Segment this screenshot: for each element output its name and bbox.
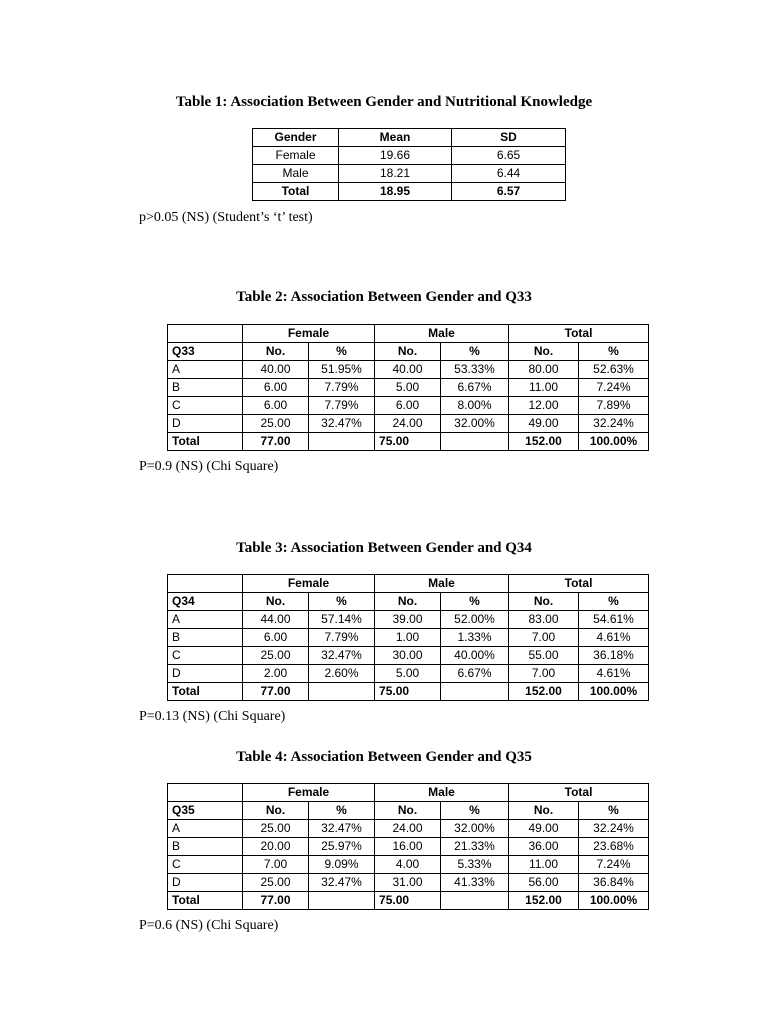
sub-header-row — [168, 593, 649, 611]
table-cell: Total — [168, 683, 243, 701]
table-cell: 6.65 — [452, 147, 566, 165]
table-cell: Total — [168, 892, 243, 910]
table-cell: 18.21 — [339, 165, 452, 183]
table-cell: 32.24% — [579, 415, 649, 433]
table-cell — [309, 683, 375, 701]
table-cell: 75.00 — [375, 683, 441, 701]
table4 — [167, 783, 649, 910]
table-cell: 40.00% — [441, 647, 509, 665]
table-cell: 40.00 — [243, 361, 309, 379]
table-cell: D — [168, 415, 243, 433]
table-cell: Female — [253, 147, 339, 165]
table-total-row — [168, 433, 649, 451]
table-cell: 6.67% — [441, 379, 509, 397]
table-cell: 30.00 — [375, 647, 441, 665]
table-cell: 7.00 — [509, 629, 579, 647]
table-cell: 6.00 — [243, 379, 309, 397]
table-cell: 55.00 — [509, 647, 579, 665]
table-cell: 100.00% — [579, 683, 649, 701]
table2 — [167, 324, 649, 451]
header-cell: Female — [243, 784, 375, 802]
table-cell: 53.33% — [441, 361, 509, 379]
table3 — [167, 574, 649, 701]
table-cell: 32.00% — [441, 820, 509, 838]
header-cell: Total — [509, 575, 649, 593]
table-cell: B — [168, 629, 243, 647]
table-cell: 24.00 — [375, 820, 441, 838]
table-cell: A — [168, 611, 243, 629]
group-header-row — [168, 325, 649, 343]
table-cell: 4.00 — [375, 856, 441, 874]
table-cell — [441, 892, 509, 910]
table-row — [168, 820, 649, 838]
header-cell: Q34 — [168, 593, 243, 611]
table-cell: 36.00 — [509, 838, 579, 856]
table-cell: C — [168, 397, 243, 415]
table-cell: 21.33% — [441, 838, 509, 856]
table-cell: 23.68% — [579, 838, 649, 856]
table-cell: 32.47% — [309, 415, 375, 433]
header-cell: % — [441, 593, 509, 611]
table-cell: 75.00 — [375, 892, 441, 910]
header-cell: % — [309, 593, 375, 611]
header-cell: % — [309, 802, 375, 820]
header-cell: % — [441, 343, 509, 361]
table-cell: A — [168, 820, 243, 838]
table-row — [168, 665, 649, 683]
table-cell: 4.61% — [579, 665, 649, 683]
table-row — [168, 379, 649, 397]
table-cell: 40.00 — [375, 361, 441, 379]
table-total-row — [168, 683, 649, 701]
table-cell: 44.00 — [243, 611, 309, 629]
table-cell: D — [168, 874, 243, 892]
table-cell — [441, 433, 509, 451]
table-cell: 19.66 — [339, 147, 452, 165]
table-cell: 7.24% — [579, 379, 649, 397]
table-cell: 5.00 — [375, 665, 441, 683]
table-cell: 52.63% — [579, 361, 649, 379]
table-cell: 4.61% — [579, 629, 649, 647]
table-row — [168, 361, 649, 379]
header-cell: No. — [243, 343, 309, 361]
table-cell: 52.00% — [441, 611, 509, 629]
table-cell: 6.00 — [243, 629, 309, 647]
table-cell: 11.00 — [509, 856, 579, 874]
header-cell: Total — [509, 784, 649, 802]
table-cell — [441, 683, 509, 701]
table3-caption: Table 3: Association Between Gender and Q34 — [236, 540, 532, 556]
group-header-row — [168, 784, 649, 802]
table-row — [168, 629, 649, 647]
sub-header-row — [168, 802, 649, 820]
table-cell: 51.95% — [309, 361, 375, 379]
header-cell: Female — [243, 325, 375, 343]
header-cell: Male — [375, 784, 509, 802]
table1-caption: Table 1: Association Between Gender and Nutritional Knowledge — [175, 94, 593, 110]
table-cell: 75.00 — [375, 433, 441, 451]
group-header-row — [168, 575, 649, 593]
table-cell: 7.00 — [243, 856, 309, 874]
table-cell: 49.00 — [509, 415, 579, 433]
table-cell: 6.67% — [441, 665, 509, 683]
header-cell: No. — [375, 593, 441, 611]
table4-caption: Table 4: Association Between Gender and Q35 — [236, 749, 532, 765]
table-cell: B — [168, 838, 243, 856]
table-cell: 32.47% — [309, 647, 375, 665]
header-cell: % — [309, 343, 375, 361]
table-cell: 32.47% — [309, 874, 375, 892]
table-cell: 5.33% — [441, 856, 509, 874]
table-row — [168, 838, 649, 856]
header-cell: % — [579, 343, 649, 361]
table-cell: 32.47% — [309, 820, 375, 838]
table3-note: P=0.13 (NS) (Chi Square) — [139, 709, 286, 724]
table-cell: 57.14% — [309, 611, 375, 629]
table-cell: 1.33% — [441, 629, 509, 647]
table-cell: 49.00 — [509, 820, 579, 838]
table-cell: 36.84% — [579, 874, 649, 892]
header-cell: Q35 — [168, 802, 243, 820]
table-row — [168, 415, 649, 433]
table2-caption: Table 2: Association Between Gender and Q33 — [236, 289, 532, 305]
header-cell: Gender — [253, 129, 339, 147]
table-cell: Total — [253, 183, 339, 201]
header-cell: Male — [375, 325, 509, 343]
header-cell: Mean — [339, 129, 452, 147]
table-cell: C — [168, 856, 243, 874]
header-cell: No. — [243, 593, 309, 611]
table-total-row — [168, 892, 649, 910]
table-row — [253, 147, 566, 165]
table-cell: 152.00 — [509, 892, 579, 910]
table-cell: 100.00% — [579, 433, 649, 451]
header-cell: % — [441, 802, 509, 820]
table-cell: A — [168, 361, 243, 379]
table-cell: 152.00 — [509, 433, 579, 451]
table-row — [168, 647, 649, 665]
table-cell: 32.00% — [441, 415, 509, 433]
table-cell: Male — [253, 165, 339, 183]
table-cell: 11.00 — [509, 379, 579, 397]
table2-note: P=0.9 (NS) (Chi Square) — [139, 459, 279, 474]
table-row — [253, 165, 566, 183]
table-cell: 2.60% — [309, 665, 375, 683]
header-cell: % — [579, 802, 649, 820]
table-cell: 32.24% — [579, 820, 649, 838]
table-cell: 25.00 — [243, 820, 309, 838]
table-row — [168, 611, 649, 629]
table-row — [168, 856, 649, 874]
header-cell: No. — [509, 802, 579, 820]
table-cell: 24.00 — [375, 415, 441, 433]
table-cell: 1.00 — [375, 629, 441, 647]
table-cell: 7.24% — [579, 856, 649, 874]
header-cell: No. — [509, 343, 579, 361]
table-cell: 56.00 — [509, 874, 579, 892]
table-cell: 36.18% — [579, 647, 649, 665]
table-cell: 18.95 — [339, 183, 452, 201]
table-cell: 31.00 — [375, 874, 441, 892]
table-cell: 41.33% — [441, 874, 509, 892]
header-cell: No. — [375, 343, 441, 361]
header-cell: No. — [509, 593, 579, 611]
table-cell — [309, 892, 375, 910]
table-cell: 77.00 — [243, 683, 309, 701]
table-header-row — [253, 129, 566, 147]
table-cell: 16.00 — [375, 838, 441, 856]
table-cell: 9.09% — [309, 856, 375, 874]
table1-note: p>0.05 (NS) (Student’s ‘t’ test) — [139, 210, 313, 225]
table-cell: Total — [168, 433, 243, 451]
header-cell: % — [579, 593, 649, 611]
table-cell: 77.00 — [243, 433, 309, 451]
table-cell: 77.00 — [243, 892, 309, 910]
table-cell: 12.00 — [509, 397, 579, 415]
header-cell: Male — [375, 575, 509, 593]
table-cell: 25.00 — [243, 415, 309, 433]
table-cell: 6.00 — [243, 397, 309, 415]
header-cell: Q33 — [168, 343, 243, 361]
table-total-row — [253, 183, 566, 201]
table-cell: 100.00% — [579, 892, 649, 910]
table-cell: 2.00 — [243, 665, 309, 683]
table-cell: C — [168, 647, 243, 665]
table-cell: 6.57 — [452, 183, 566, 201]
header-cell: SD — [452, 129, 566, 147]
table-cell — [309, 433, 375, 451]
table-cell: 6.00 — [375, 397, 441, 415]
table-cell: 20.00 — [243, 838, 309, 856]
table1 — [252, 128, 566, 201]
table-cell: 80.00 — [509, 361, 579, 379]
table-cell: 7.79% — [309, 379, 375, 397]
table4-note: P=0.6 (NS) (Chi Square) — [139, 918, 279, 933]
table-cell: 7.89% — [579, 397, 649, 415]
table-cell: 5.00 — [375, 379, 441, 397]
header-cell: Female — [243, 575, 375, 593]
header-cell — [168, 575, 243, 593]
table-cell: 7.79% — [309, 397, 375, 415]
table-cell: 25.00 — [243, 647, 309, 665]
table-row — [168, 874, 649, 892]
header-cell: No. — [375, 802, 441, 820]
table-cell: 54.61% — [579, 611, 649, 629]
table-cell: 25.00 — [243, 874, 309, 892]
table-cell: 152.00 — [509, 683, 579, 701]
header-cell: Total — [509, 325, 649, 343]
table-cell: D — [168, 665, 243, 683]
table-cell: 39.00 — [375, 611, 441, 629]
header-cell: No. — [243, 802, 309, 820]
table-row — [168, 397, 649, 415]
table-cell: 7.00 — [509, 665, 579, 683]
header-cell — [168, 784, 243, 802]
header-cell — [168, 325, 243, 343]
table-cell: 83.00 — [509, 611, 579, 629]
table-cell: B — [168, 379, 243, 397]
table-cell: 25.97% — [309, 838, 375, 856]
table-cell: 8.00% — [441, 397, 509, 415]
table-cell: 6.44 — [452, 165, 566, 183]
sub-header-row — [168, 343, 649, 361]
table-cell: 7.79% — [309, 629, 375, 647]
